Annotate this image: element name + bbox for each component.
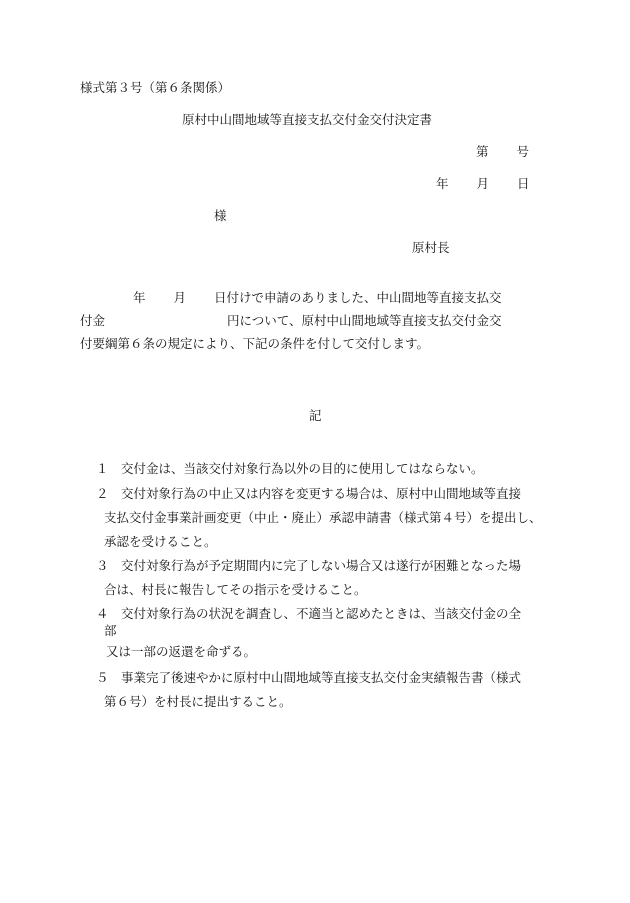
condition-3-line-2: 合は、村長に報告してその指示を受けること。 — [104, 582, 367, 597]
number-suffix: 号 — [516, 144, 530, 159]
body-line-2-start: 付金 — [80, 313, 106, 328]
body-paragraph — [80, 290, 550, 359]
body-line-2-text: 円について、原村中山間地域等直接支払交付金交 — [227, 313, 502, 328]
sender-name: 原村長 — [412, 240, 450, 255]
document-title: 原村中山間地域等直接支払交付金交付決定書 — [182, 112, 433, 127]
condition-1-line-1: 交付金は、当該交付対象行為以外の目的に使用してはならない。 — [121, 461, 484, 476]
document-number — [476, 144, 529, 159]
condition-4-line-3: 又は一部の返還を命ずる。 — [106, 644, 257, 659]
condition-4-number: ４ — [96, 606, 109, 621]
body-year: 年 — [133, 290, 146, 305]
condition-2-line-3: 承認を受けること。 — [104, 534, 217, 549]
condition-5-line-1: 事業完了後速やかに原村中山間地域等直接支払交付金実績報告書（様式 — [121, 670, 522, 685]
condition-4-line-1: 交付対象行為の状況を調査し、不適当と認めたときは、当該交付金の全 — [121, 606, 522, 621]
issue-date — [436, 176, 530, 191]
condition-1-number: １ — [96, 461, 109, 476]
condition-3-line-1: 交付対象行為が予定期間内に完了しない場合又は遂行が困難となった場 — [121, 558, 522, 573]
addressee-honorific: 様 — [214, 208, 227, 223]
condition-5-line-2: 第６号）を村長に提出すること。 — [104, 694, 292, 709]
date-year: 年 — [436, 176, 449, 191]
date-day: 日 — [517, 176, 530, 191]
body-line-2 — [80, 313, 550, 336]
condition-4-line-2: 部 — [104, 623, 117, 638]
condition-2-number: ２ — [96, 486, 109, 501]
form-label: 様式第３号（第６条関係） — [80, 80, 231, 95]
number-prefix: 第 — [476, 144, 489, 159]
date-month: 月 — [476, 176, 490, 191]
body-line-1-text: 日付けで申請のありました、中山間地等直接支払交 — [214, 290, 502, 305]
body-line-1 — [80, 290, 550, 313]
condition-2-line-1: 交付対象行為の中止又は内容を変更する場合は、原村中山間地域等直接 — [121, 486, 522, 501]
condition-2-line-2: 支払交付金事業計画変更（中止・廃止）承認申請書（様式第４号）を提出し、 — [104, 510, 542, 525]
condition-3-number: ３ — [96, 558, 109, 573]
body-month: 月 — [173, 290, 187, 305]
ki-heading: 記 — [309, 408, 322, 423]
body-line-3: 付要綱第６条の規定により、下記の条件を付して交付します。 — [80, 336, 430, 351]
condition-5-number: ５ — [96, 670, 109, 685]
